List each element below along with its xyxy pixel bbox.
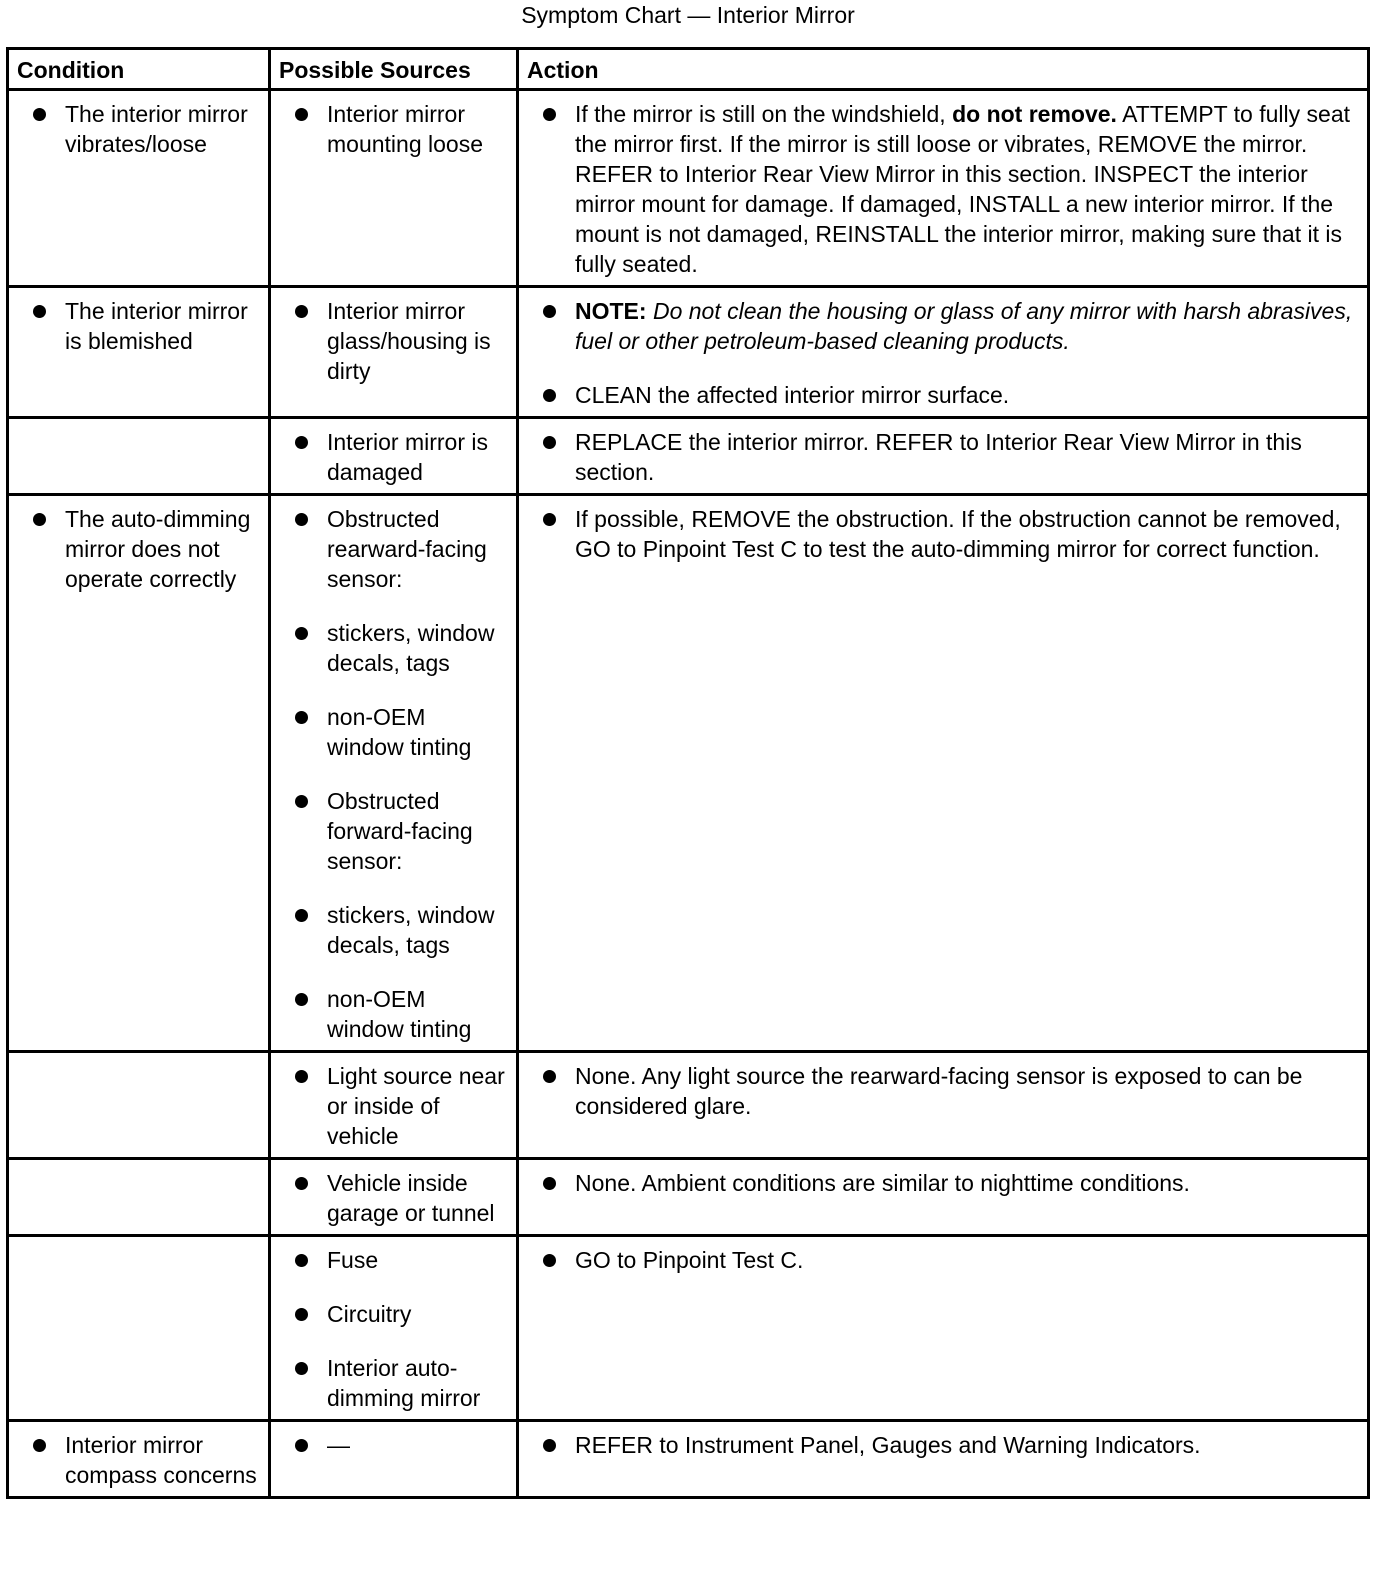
bullet-icon	[295, 1254, 308, 1267]
source-text: Light source near or inside of vehicle	[327, 1063, 505, 1149]
list-item	[281, 1353, 506, 1413]
source-text: Interior mirror is damaged	[327, 429, 489, 485]
bullet-icon	[295, 1308, 308, 1321]
list-item	[281, 702, 506, 762]
list-item	[529, 1430, 1357, 1460]
action-text: None. Ambient conditions are similar to nighttime conditions.	[575, 1170, 1190, 1196]
action-text: None. Any light source the rearward-facing sensor is exposed to can be considered glare.	[575, 1063, 1303, 1119]
bullet-icon	[543, 1439, 556, 1452]
header-action: Action	[518, 49, 1369, 90]
bullet-icon	[33, 513, 46, 526]
bullet-icon	[295, 305, 308, 318]
sources-cell	[270, 90, 518, 287]
list-item	[529, 504, 1357, 564]
list-item	[19, 1430, 258, 1490]
list-item	[529, 380, 1357, 410]
condition-cell	[8, 1159, 270, 1236]
table-row	[8, 1052, 1369, 1159]
action-text: If possible, REMOVE the obstruction. If the obstruction cannot be removed, GO to Pinpoint Test C to test the auto-dimming mirror for correct function.	[575, 506, 1341, 562]
bullet-icon	[295, 1070, 308, 1083]
action-text: ATTEMPT to fully seat the mirror first. If the mirror is still loose or vibrates, REMOVE the mirror. REFER to Interior Rear View Mirror in this section. INSPECT the interior mirror mount for damage. If damaged, INSTALL a new interior mirror. If the mount is not damaged, REINSTALL the interior mirror, making sure that it is fully seated.	[575, 101, 1351, 277]
table-row	[8, 1159, 1369, 1236]
table-row	[8, 1421, 1369, 1498]
bullet-icon	[295, 909, 308, 922]
header-condition: Condition	[8, 49, 270, 90]
action-cell	[518, 90, 1369, 287]
action-cell	[518, 1159, 1369, 1236]
sources-cell	[270, 1159, 518, 1236]
list-item	[19, 99, 258, 159]
list-item	[529, 1061, 1357, 1121]
source-text: Obstructed rearward-facing sensor:	[327, 506, 487, 592]
table-row	[8, 1236, 1369, 1421]
list-item	[281, 618, 506, 678]
source-text: Vehicle inside garage or tunnel	[327, 1170, 495, 1226]
bullet-icon	[295, 1177, 308, 1190]
sources-cell	[270, 287, 518, 418]
action-text: CLEAN the affected interior mirror surface.	[575, 382, 1010, 408]
source-text: stickers, window decals, tags	[327, 620, 495, 676]
list-item	[281, 1299, 506, 1329]
source-text: Circuitry	[327, 1301, 412, 1327]
action-cell	[518, 418, 1369, 495]
condition-cell	[8, 1052, 270, 1159]
page-title: Symptom Chart — Interior Mirror	[521, 2, 855, 28]
bullet-icon	[33, 1439, 46, 1452]
bullet-icon	[543, 1070, 556, 1083]
condition-cell	[8, 287, 270, 418]
condition-cell	[8, 1421, 270, 1498]
sources-cell	[270, 1421, 518, 1498]
bullet-icon	[543, 389, 556, 402]
list-item	[281, 1061, 506, 1151]
table-row	[8, 418, 1369, 495]
source-text: Interior mirror glass/housing is dirty	[327, 298, 491, 384]
bullet-icon	[543, 513, 556, 526]
bullet-icon	[295, 436, 308, 449]
list-item	[281, 99, 506, 159]
action-cell	[518, 1421, 1369, 1498]
bullet-icon	[295, 108, 308, 121]
condition-cell	[8, 495, 270, 1052]
condition-cell	[8, 418, 270, 495]
list-item	[281, 1430, 506, 1460]
list-item	[529, 1168, 1357, 1198]
list-item	[281, 786, 506, 876]
list-item	[281, 427, 506, 487]
list-item	[529, 99, 1357, 279]
list-item	[281, 984, 506, 1044]
sources-cell	[270, 1052, 518, 1159]
header-possible-sources: Possible Sources	[270, 49, 518, 90]
table-row	[8, 495, 1369, 1052]
bullet-icon	[295, 1439, 308, 1452]
condition-text: The interior mirror is blemished	[65, 298, 248, 354]
sources-cell	[270, 418, 518, 495]
source-text: Interior mirror mounting loose	[327, 101, 483, 157]
list-item	[281, 504, 506, 594]
list-item	[281, 1245, 506, 1275]
source-text: Obstructed forward-facing sensor:	[327, 788, 473, 874]
bullet-icon	[543, 305, 556, 318]
condition-text: The auto-dimming mirror does not operate correctly	[65, 506, 251, 592]
action-cell	[518, 1236, 1369, 1421]
list-item	[529, 427, 1357, 487]
source-text: —	[327, 1432, 350, 1458]
action-text: If the mirror is still on the windshield,	[575, 101, 953, 127]
sources-cell	[270, 1236, 518, 1421]
bullet-icon	[543, 1254, 556, 1267]
note-label: NOTE:	[575, 298, 647, 324]
source-text: non-OEM window tinting	[327, 704, 472, 760]
condition-cell	[8, 90, 270, 287]
bullet-icon	[295, 795, 308, 808]
source-text: Interior auto-dimming mirror	[327, 1355, 481, 1411]
action-cell	[518, 287, 1369, 418]
bullet-icon	[295, 627, 308, 640]
note-text: Do not clean the housing or glass of any mirror with harsh abrasives, fuel or other petroleum-based cleaning products.	[575, 298, 1353, 354]
list-item	[281, 1168, 506, 1228]
bullet-icon	[543, 436, 556, 449]
list-item	[281, 900, 506, 960]
list-item	[529, 1245, 1357, 1275]
bullet-icon	[295, 711, 308, 724]
table-row	[8, 90, 1369, 287]
list-item	[19, 504, 258, 594]
condition-text: The interior mirror vibrates/loose	[65, 101, 248, 157]
action-cell	[518, 495, 1369, 1052]
source-text: stickers, window decals, tags	[327, 902, 495, 958]
bullet-icon	[33, 305, 46, 318]
action-emphasis: do not remove.	[952, 101, 1117, 127]
action-cell	[518, 1052, 1369, 1159]
source-text: Fuse	[327, 1247, 379, 1273]
source-text: non-OEM window tinting	[327, 986, 472, 1042]
table-header-row	[8, 49, 1369, 90]
action-text: GO to Pinpoint Test C.	[575, 1247, 804, 1273]
list-item	[281, 296, 506, 386]
list-item	[19, 296, 258, 356]
action-text: REPLACE the interior mirror. REFER to Interior Rear View Mirror in this section.	[575, 429, 1302, 485]
list-item	[529, 296, 1357, 356]
sources-cell	[270, 495, 518, 1052]
table-row	[8, 287, 1369, 418]
bullet-icon	[543, 108, 556, 121]
action-text: REFER to Instrument Panel, Gauges and Warning Indicators.	[575, 1432, 1201, 1458]
bullet-icon	[295, 513, 308, 526]
bullet-icon	[543, 1177, 556, 1190]
bullet-icon	[295, 1362, 308, 1375]
bullet-icon	[33, 108, 46, 121]
condition-cell	[8, 1236, 270, 1421]
symptom-chart-table	[6, 47, 1370, 1499]
condition-text: Interior mirror compass concerns	[65, 1432, 257, 1488]
bullet-icon	[295, 993, 308, 1006]
